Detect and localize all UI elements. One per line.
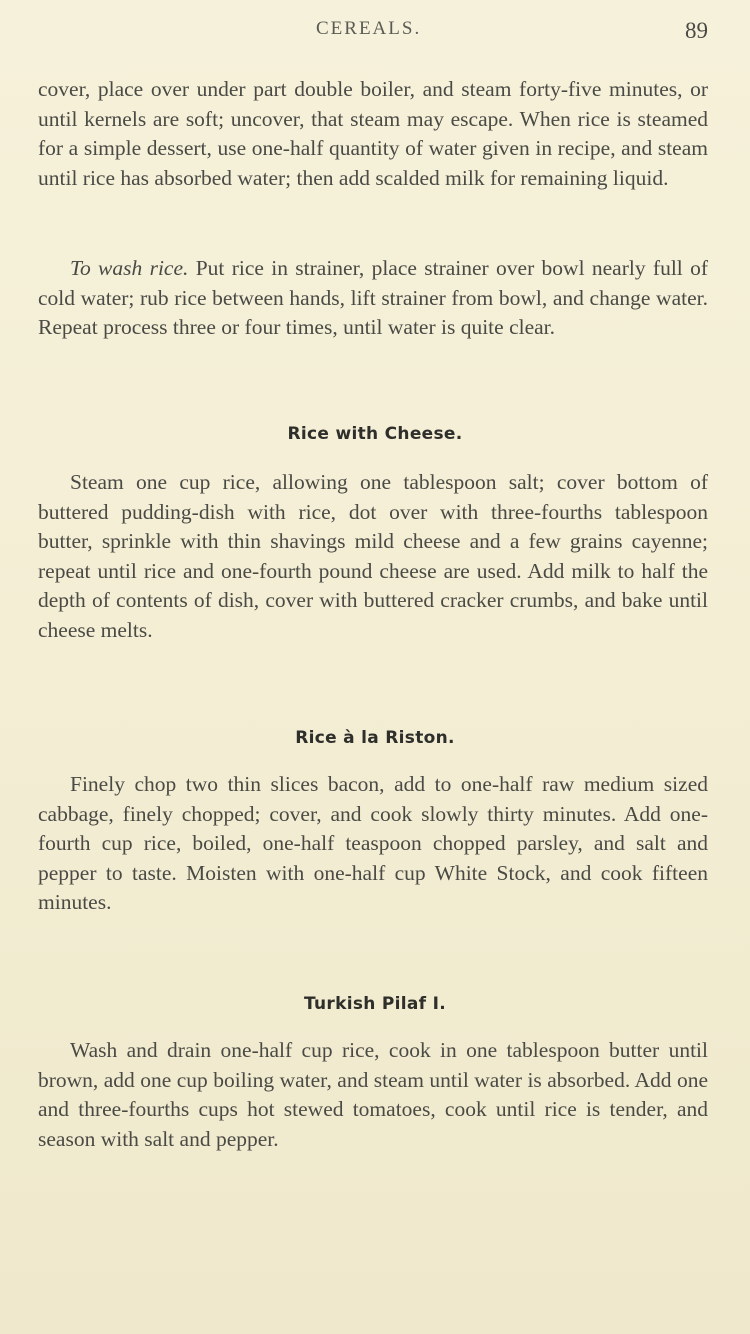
- recipe-title-turkish-pilaf: Turkish Pilaf I.: [304, 994, 446, 1014]
- running-head: [0, 18, 750, 48]
- recipe-title-rice-with-cheese: Rice with Cheese.: [287, 424, 463, 444]
- recipe-text-rice-with-cheese: Steam one cup rice, allowing one tablespoon salt; cover bottom of buttered pudding-dish with rice, dot over with three-fourths tablespoon butter, sprinkle with thin shavings mild cheese and a few grains cayenne; repeat until rice and one-fourth pound cheese are used. Add milk to half the depth of contents of dish, cover with buttered cracker crumbs, and bake until cheese melts.: [38, 470, 708, 642]
- recipe-text-rice-a-la-riston: Finely chop two thin slices bacon, add to one-half raw medium sized cabbage, finely chopped; cover, and cook slowly thirty minutes. Add one-fourth cup rice, boiled, one-half teaspoon chopped parsley, and salt and pepper to taste. Moisten with one-half cup White Stock, and cook fifteen minutes.: [38, 772, 708, 914]
- page-number: 89: [685, 18, 708, 43]
- recipe-text-turkish-pilaf: Wash and drain one-half cup rice, cook in one tablespoon butter until brown, add one cup boiling water, and steam until water is absorbed. Add one and three-fourths cups hot stewed tomatoes, cook until rice is tender, and season with salt and pepper.: [38, 1038, 708, 1151]
- intro-paragraph: cover, place over under part double boiler, and steam forty-five minutes, or until kernels are soft; uncover, that steam may escape. When rice is steamed for a simple dessert, use one-half quantity of water given in recipe, and steam until rice has absorbed water; then add scalded milk for remaining liquid.: [38, 77, 708, 190]
- wash-rice-text: Put rice in strainer, place strainer over bowl nearly full of cold water; rub rice between hands, lift strainer from bowl, and change water. Repeat process three or four times, until water is quite clear.: [38, 256, 708, 339]
- section-title: CEREALS.: [316, 18, 422, 39]
- wash-rice-lead: To wash rice.: [70, 256, 189, 280]
- wash-rice-paragraph: [38, 254, 708, 343]
- recipe-title-rice-a-la-riston: Rice à la Riston.: [295, 728, 455, 748]
